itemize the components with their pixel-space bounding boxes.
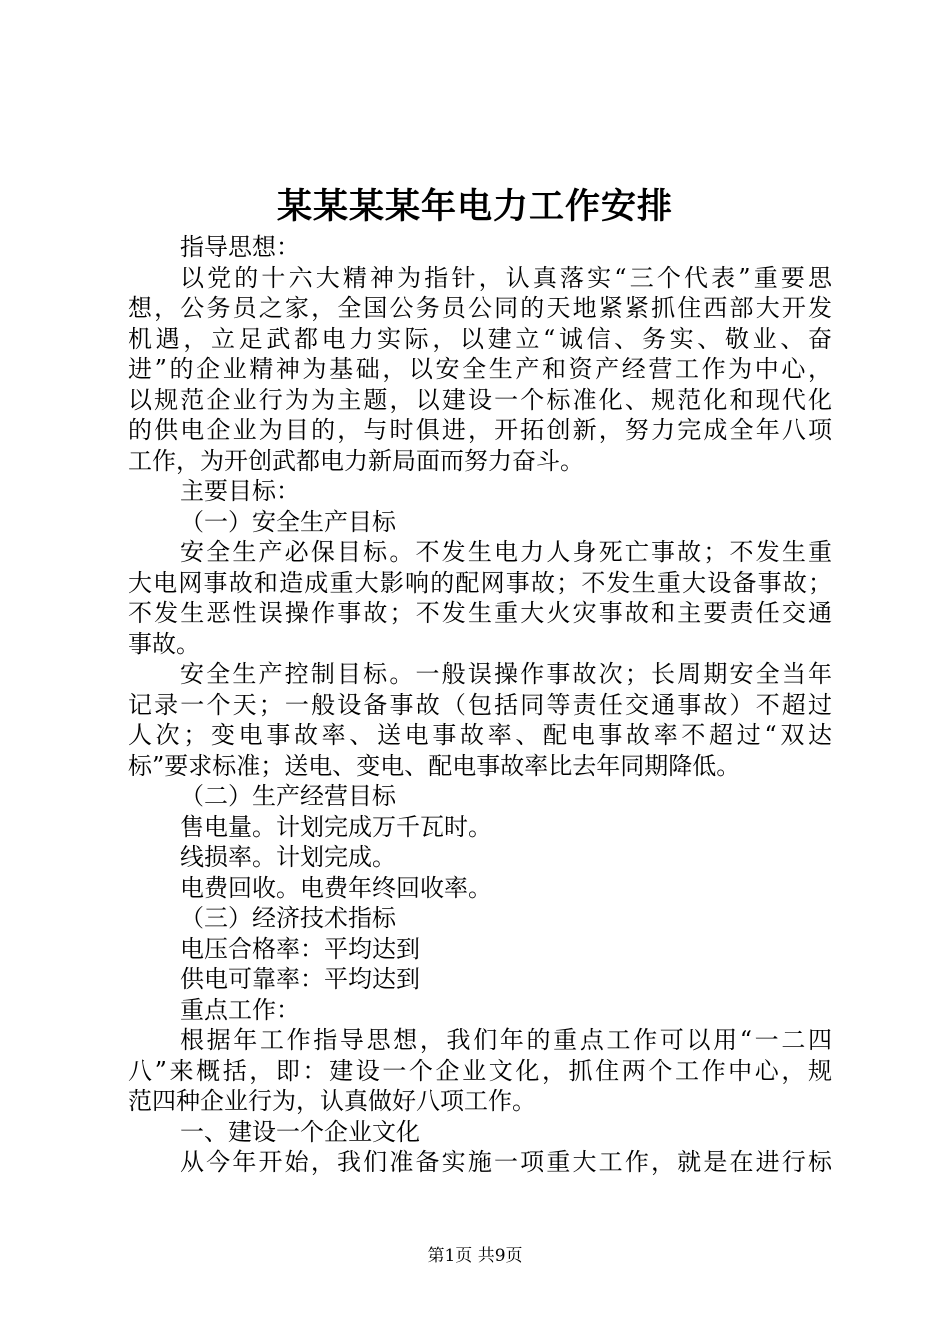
text-line: 范四种企业行为，认真做好八项工作。 (128, 1087, 536, 1115)
text-line: 根据年工作指导思想，我们年的重点工作可以用“一二四 (180, 1026, 832, 1054)
text-line: 从今年开始，我们准备实施一项重大工作，就是在进行标 (180, 1148, 832, 1176)
text-line: 工作，为开创武都电力新局面而努力奋斗。 (128, 446, 584, 475)
document-body (128, 232, 832, 1178)
text-line: （一）安全生产目标 (180, 507, 396, 536)
text-line: 以规范企业行为为主题，以建设一个标准化、规范化和现代化 (128, 385, 832, 414)
page-footer: 第1页 共9页 (427, 1246, 523, 1266)
text-line: 不发生恶性误操作事故；不发生重大火灾事故和主要责任交通 (128, 599, 832, 627)
text-line: 安全生产必保目标。不发生电力人身死亡事故；不发生重 (180, 538, 832, 566)
text-line: 的供电企业为目的，与时俱进，开拓创新，努力完成全年八项 (128, 416, 832, 444)
text-line: 线损率。计划完成。 (180, 843, 396, 871)
text-line: 机遇，立足武都电力实际，以建立“诚信、务实、敬业、奋 (128, 324, 832, 353)
text-line: 指导思想： (180, 233, 300, 261)
text-line: 进”的企业精神为基础，以安全生产和资产经营工作为中心， (128, 355, 832, 383)
text-line: 电费回收。电费年终回收率。 (180, 873, 492, 902)
text-line: 想，公务员之家，全国公务员公同的天地紧紧抓住西部大开发 (128, 294, 832, 322)
text-line: 大电网事故和造成重大影响的配网事故；不发生重大设备事故； (128, 568, 832, 597)
text-line: 供电可靠率：平均达到 (180, 965, 420, 993)
text-line: 标”要求标准；送电、变电、配电事故率比去年同期降低。 (128, 751, 741, 780)
text-line: 八”来概括，即：建设一个企业文化，抓住两个工作中心，规 (128, 1056, 832, 1085)
text-line: 以党的十六大精神为指针，认真落实“三个代表”重要思 (180, 263, 832, 292)
text-line: 主要目标： (180, 477, 300, 505)
text-line: 人次；变电事故率、送电事故率、配电事故率不超过“双达 (128, 721, 832, 749)
text-line: 记录一个天；一般设备事故（包括同等责任交通事故）不超过 (128, 690, 832, 719)
text-line: （二）生产经营目标 (180, 782, 396, 810)
text-line: 一、建设一个企业文化 (180, 1117, 420, 1146)
text-line: 重点工作： (180, 995, 300, 1024)
text-line: 售电量。计划完成万千瓦时。 (180, 812, 492, 841)
document-title: 某某某某年电力工作安排 (276, 186, 673, 227)
text-line: （三）经济技术指标 (180, 904, 396, 932)
text-line: 事故。 (128, 629, 200, 658)
text-line: 电压合格率：平均达到 (180, 934, 420, 963)
text-line: 安全生产控制目标。一般误操作事故次；长周期安全当年 (180, 660, 832, 688)
